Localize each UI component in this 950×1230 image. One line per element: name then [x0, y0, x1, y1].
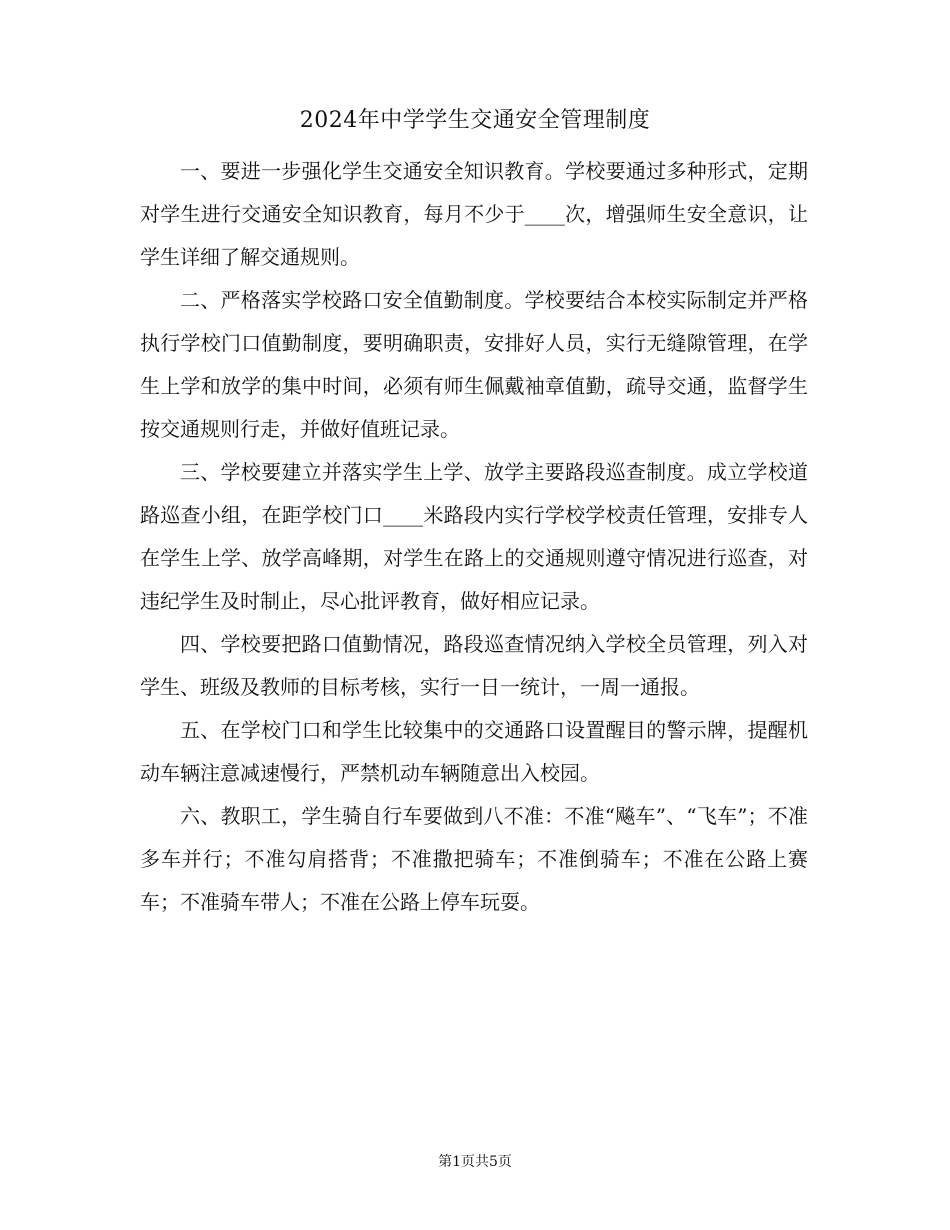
paragraph-5: 五、在学校门口和学生比较集中的交通路口设置醒目的警示牌，提醒机动车辆注意减速慢行，严禁机动车辆随意出入校园。 [140, 718, 808, 785]
page-number-footer: 第1页共5页 [438, 1154, 512, 1170]
paragraph-6: 六、教职工，学生骑自行车要做到八不准：不准“飚车”、“飞车”；不准多车并行；不准勾肩搭背；不准撒把骑车；不准倒骑车；不准在公路上赛车；不准骑车带人；不准在公路上停车玩耍。 [140, 804, 808, 914]
paragraph-1: 一、要进一步强化学生交通安全知识教育。学校要通过多种形式，定期对学生进行交通安全知识教育，每月不少于____次，增强师生安全意识，让学生详细了解交通规则。 [140, 159, 808, 269]
paragraph-4: 四、学校要把路口值勤情况，路段巡查情况纳入学校全员管理，列入对学生、班级及教师的目标考核，实行一日一统计，一周一通报。 [140, 632, 808, 699]
paragraph-3: 三、学校要建立并落实学生上学、放学主要路段巡查制度。成立学校道路巡查小组，在距学校门口____米路段内实行学校学校责任管理，安排专人在学生上学、放学高峰期，对学生在路上的交通规则遵守情况进行巡查，对违纪学生及时制止，尽心批评教育，做好相应记录。 [140, 460, 808, 613]
document-title: 2024年中学学生交通安全管理制度 [299, 108, 651, 133]
document-body [140, 150, 808, 924]
paragraph-2: 二、严格落实学校路口安全值勤制度。学校要结合本校实际制定并严格执行学校门口值勤制度，要明确职责，安排好人员，实行无缝隙管理，在学生上学和放学的集中时间，必须有师生佩戴袖章值勤，疏导交通，监督学生按交通规则行走，并做好值班记录。 [140, 288, 808, 441]
